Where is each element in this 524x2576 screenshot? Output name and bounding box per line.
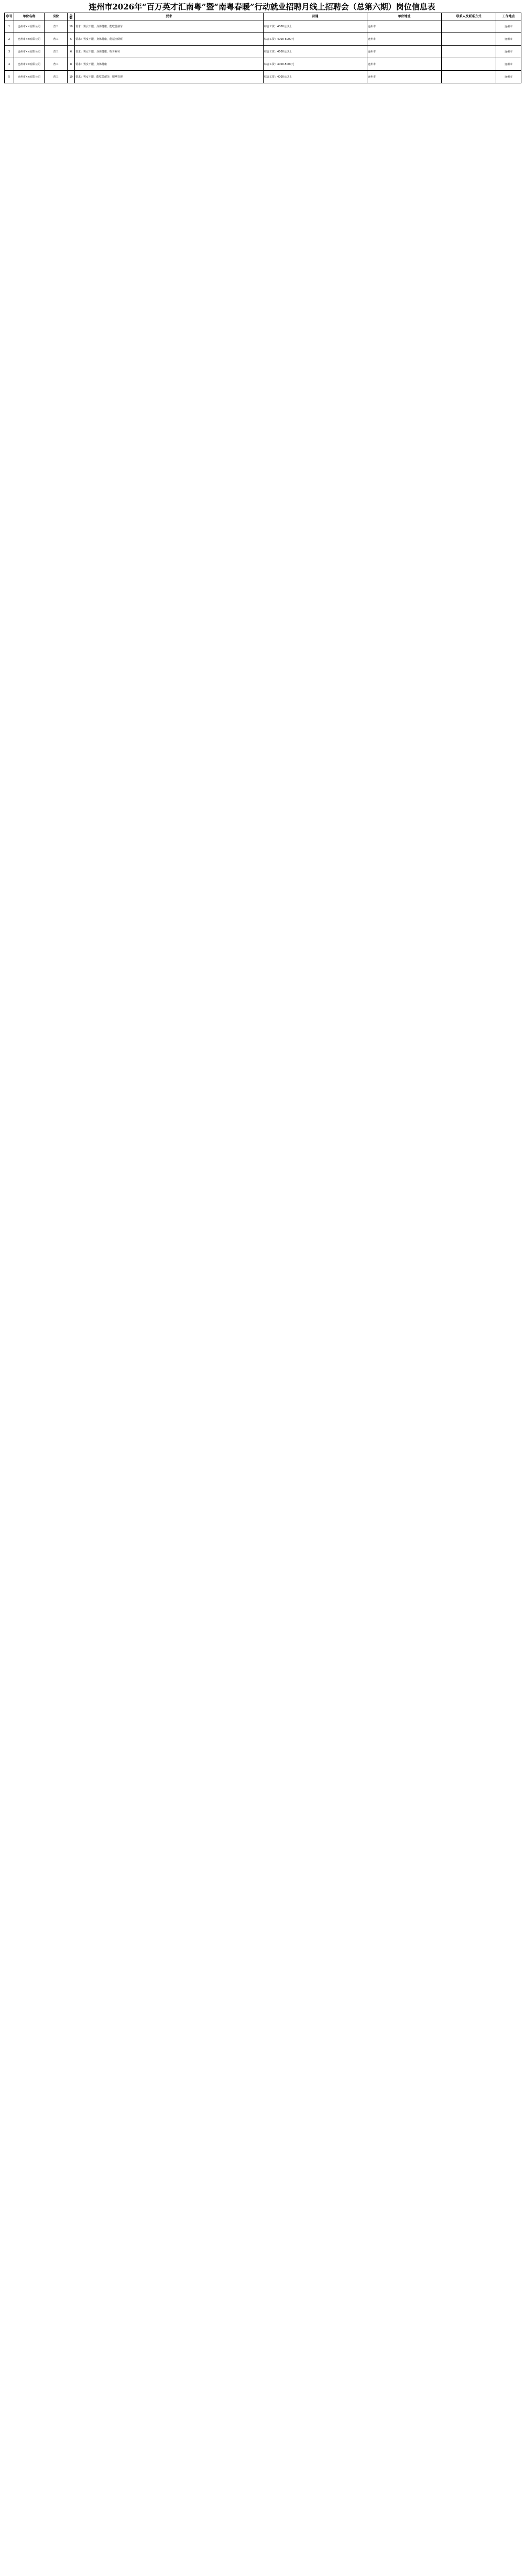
cell-count: 10 [68,20,75,33]
cell-workplace: 连州市 [496,33,521,46]
cell-pay: 综合工资：4000元以上 [264,71,367,83]
col-header-count: 人数 [68,13,75,20]
cell-no: 2 [5,33,14,46]
cell-no: 5 [5,71,14,83]
header-row [5,13,521,20]
table-row [5,71,521,83]
cell-workplace: 连州市 [496,20,521,33]
cell-position: 普工 [45,71,68,83]
table-row [5,46,521,58]
cell-pay: 综合工资：4000-5000元 [264,58,367,71]
cell-pay: 综合工资：4000元以上 [264,20,367,33]
cell-pay: 综合工资：4000-6000元 [264,33,367,46]
cell-company: 连州市××有限公司 [14,71,45,83]
cell-count: 10 [68,71,75,83]
cell-address: 连州市 [367,33,442,46]
cell-company: 连州市××有限公司 [14,20,45,33]
cell-address: 连州市 [367,20,442,33]
cell-requirements: 要求：男女不限，身体健康 [75,58,264,71]
cell-company: 连州市××有限公司 [14,58,45,71]
cell-requirements: 要求：男女不限，身体健康，吃苦耐劳 [75,46,264,58]
page-title: 连州市2026年“百万英才汇南粤”暨“南粤春暖”行动就业招聘月线上招聘会（总第六期）岗位信息表 [89,2,435,12]
cell-contact [442,33,496,46]
cell-contact [442,58,496,71]
cell-count: 8 [68,58,75,71]
cell-position: 普工 [45,58,68,71]
col-header-no: 序号 [5,13,14,20]
cell-contact [442,71,496,83]
table-row [5,33,521,46]
cell-requirements: 要求：男女不限，身体健康，能吃苦耐劳 [75,20,264,33]
col-header-contact: 联系人及联系方式 [442,13,496,20]
col-header-position: 岗位 [45,13,68,20]
col-header-address: 单位地址 [367,13,442,20]
col-header-workplace: 工作地点 [496,13,521,20]
col-header-requirements: 要求 [75,13,264,20]
cell-no: 3 [5,46,14,58]
col-header-pay: 待遇 [264,13,367,20]
cell-position: 普工 [45,20,68,33]
table-row [5,58,521,71]
cell-position: 普工 [45,46,68,58]
cell-address: 连州市 [367,71,442,83]
cell-requirements: 要求：男女不限，能吃苦耐劳，服从管理 [75,71,264,83]
cell-position: 普工 [45,33,68,46]
cell-contact [442,20,496,33]
cell-workplace: 连州市 [496,71,521,83]
cell-pay: 综合工资：4500元以上 [264,46,367,58]
job-table-body [5,20,521,83]
cell-count: 5 [68,33,75,46]
cell-address: 连州市 [367,58,442,71]
col-header-company: 单位名称 [14,13,45,20]
table-row [5,20,521,33]
cell-count: 6 [68,46,75,58]
job-table [4,13,521,83]
cell-no: 1 [5,20,14,33]
cell-no: 4 [5,58,14,71]
cell-company: 连州市××有限公司 [14,46,45,58]
cell-contact [442,46,496,58]
cell-company: 连州市××有限公司 [14,33,45,46]
cell-workplace: 连州市 [496,46,521,58]
cell-requirements: 要求：男女不限，身体健康，能适应倒班 [75,33,264,46]
cell-address: 连州市 [367,46,442,58]
cell-workplace: 连州市 [496,58,521,71]
